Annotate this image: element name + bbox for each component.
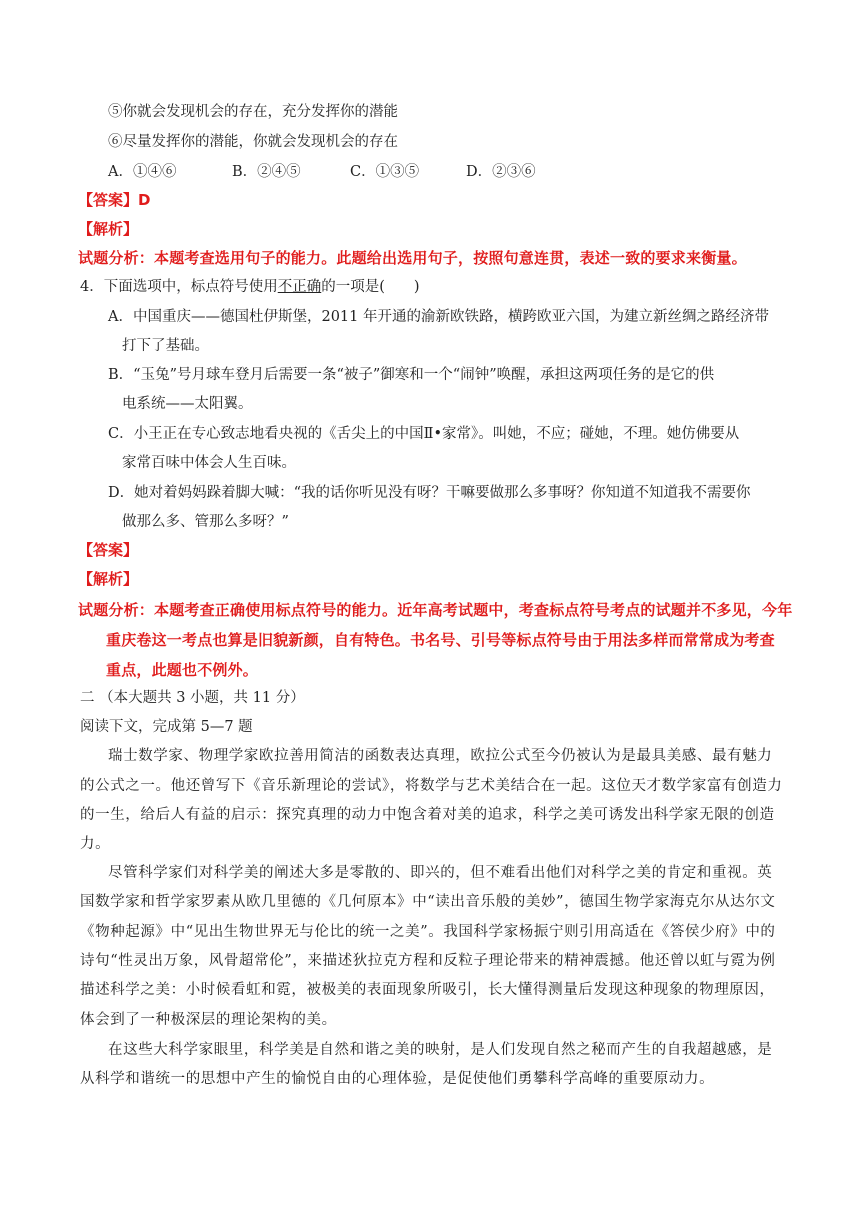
q4-stem-prefix: 4．下面选项中，标点符号使用 [80, 279, 278, 295]
p1-line2: 的公式之一。他还曾写下《音乐新理论的尝试》，将数学与艺术美结合在一起。这位天才数学家富有创造力 [80, 778, 783, 794]
reading-instruction: 阅读下文，完成第 5—7 题 [80, 719, 253, 735]
q4-option-c-line2: 家常百味中体会人生百味。 [122, 455, 296, 471]
p2-line4: 诗句“性灵出万象，风骨超常伦”，来描述狄拉克方程和反粒子理论带来的精神震撼。他还曾以虹与霓为例 [80, 953, 776, 969]
choice-a-text: ①④⑥ [132, 164, 177, 180]
choice-a-letter: A． [108, 164, 133, 180]
q4-stem-suffix: 的一项是( ) [321, 279, 420, 295]
q4-option-d-line2: 做那么多、管那么多呀？” [122, 514, 289, 530]
p2-line1: 尽管科学家们对科学美的阐述大多是零散的、即兴的，但不难看出他们对科学之美的肯定和重视。英 [108, 865, 773, 881]
p1-line4: 力。 [80, 836, 111, 852]
p2-line6: 体会到了一种极深层的理论架构的美。 [80, 1012, 337, 1028]
q4-option-c-line1: C．小王正在专心致志地看央视的《舌尖上的中国Ⅱ•家常》。叫她，不应；碰她，不理。她仿佛要从 [108, 426, 740, 442]
q4-stem [80, 277, 420, 297]
q3-analysis-label: 【解析】 [78, 220, 139, 238]
q4-stem-underlined: 不正确 [277, 279, 322, 295]
p1-line3: 的一生，给后人有益的启示：探究真理的动力中饱含着对美的追求，科学之美可诱发出科学家无限的创造 [80, 807, 775, 823]
choice-c [350, 162, 419, 182]
choice-b-letter: B． [232, 164, 258, 180]
choice-d-letter: D． [466, 164, 493, 180]
q4-option-d-line1: D．她对着妈妈跺着脚大喊：“我的话你听见没有呀？干嘛要做那么多事呀？你知道不知道我不需要你 [108, 485, 751, 501]
p2-line3: 《物种起源》中“见出生物世界无与伦比的统一之美”。我国科学家杨振宁则引用高适在《答侯少府》中的 [80, 924, 776, 940]
choice-c-text: ①③⑤ [375, 164, 420, 180]
p3-line1: 在这些大科学家眼里，科学美是自然和谐之美的映射，是人们发现自然之秘而产生的自我超越感，是 [108, 1042, 773, 1058]
p2-line2: 国数学家和哲学家罗素从欧几里德的《几何原本》中“读出音乐般的美妙”，德国生物学家海克尔从达尔文 [80, 894, 776, 910]
section-heading: 二 （本大题共 3 小题，共 11 分） [80, 690, 305, 706]
option-item-5: ⑤你就会发现机会的存在，充分发挥你的潜能 [108, 104, 398, 120]
p3-line2: 从科学和谐统一的思想中产生的愉悦自由的心理体验，是促使他们勇攀科学高峰的重要原动力。 [80, 1071, 715, 1087]
choice-b [232, 162, 301, 182]
choice-d-text: ②③⑥ [492, 164, 536, 180]
choice-d [466, 162, 536, 182]
choice-a [108, 162, 176, 182]
q3-analysis-text: 试题分析：本题考查选用句子的能力。此题给出选用句子，按照句意连贯，表述一致的要求来衡量。 [78, 249, 747, 267]
choice-c-letter: C． [350, 164, 376, 180]
q3-answer-label: 【答案】 [78, 191, 139, 209]
option-item-6: ⑥尽量发挥你的潜能，你就会发现机会的存在 [108, 134, 398, 150]
choice-b-text: ②④⑤ [257, 164, 301, 180]
q3-answer-value: D [138, 191, 151, 209]
q4-analysis-line1: 试题分析：本题考查正确使用标点符号的能力。近年高考试题中，考查标点符号考点的试题并不多见，今年 [78, 601, 793, 619]
q3-answer [78, 190, 150, 210]
q4-option-b-line2: 电系统——太阳翼。 [122, 396, 253, 412]
q4-analysis-line2: 重庆卷这一考点也算是旧貌新颜，自有特色。书名号、引号等标点符号由于用法多样而常常成为考查 [106, 631, 775, 649]
q4-option-a-line1: A．中国重庆——德国杜伊斯堡，2011 年开通的渝新欧铁路，横跨欧亚六国，为建立新丝绸之路经济带 [108, 309, 769, 325]
q4-analysis-line3: 重点，此题也不例外。 [106, 661, 259, 679]
q4-analysis-label: 【解析】 [78, 570, 139, 588]
q4-option-b-line1: B．“玉兔”号月球车登月后需要一条“被子”御寒和一个“闹钟”唤醒，承担这两项任务的是它的供 [108, 367, 715, 383]
p1-line1: 瑞士数学家、物理学家欧拉善用简洁的函数表达真理，欧拉公式至今仍被认为是最具美感、最有魅力 [108, 748, 773, 764]
q4-answer-label: 【答案】 [78, 541, 139, 559]
q4-option-a-line2: 打下了基础。 [122, 338, 209, 354]
p2-line5: 描述科学之美：小时候看虹和霓，被极美的表面现象所吸引，长大懂得测量后发现这种现象的物理原因， [80, 982, 775, 998]
